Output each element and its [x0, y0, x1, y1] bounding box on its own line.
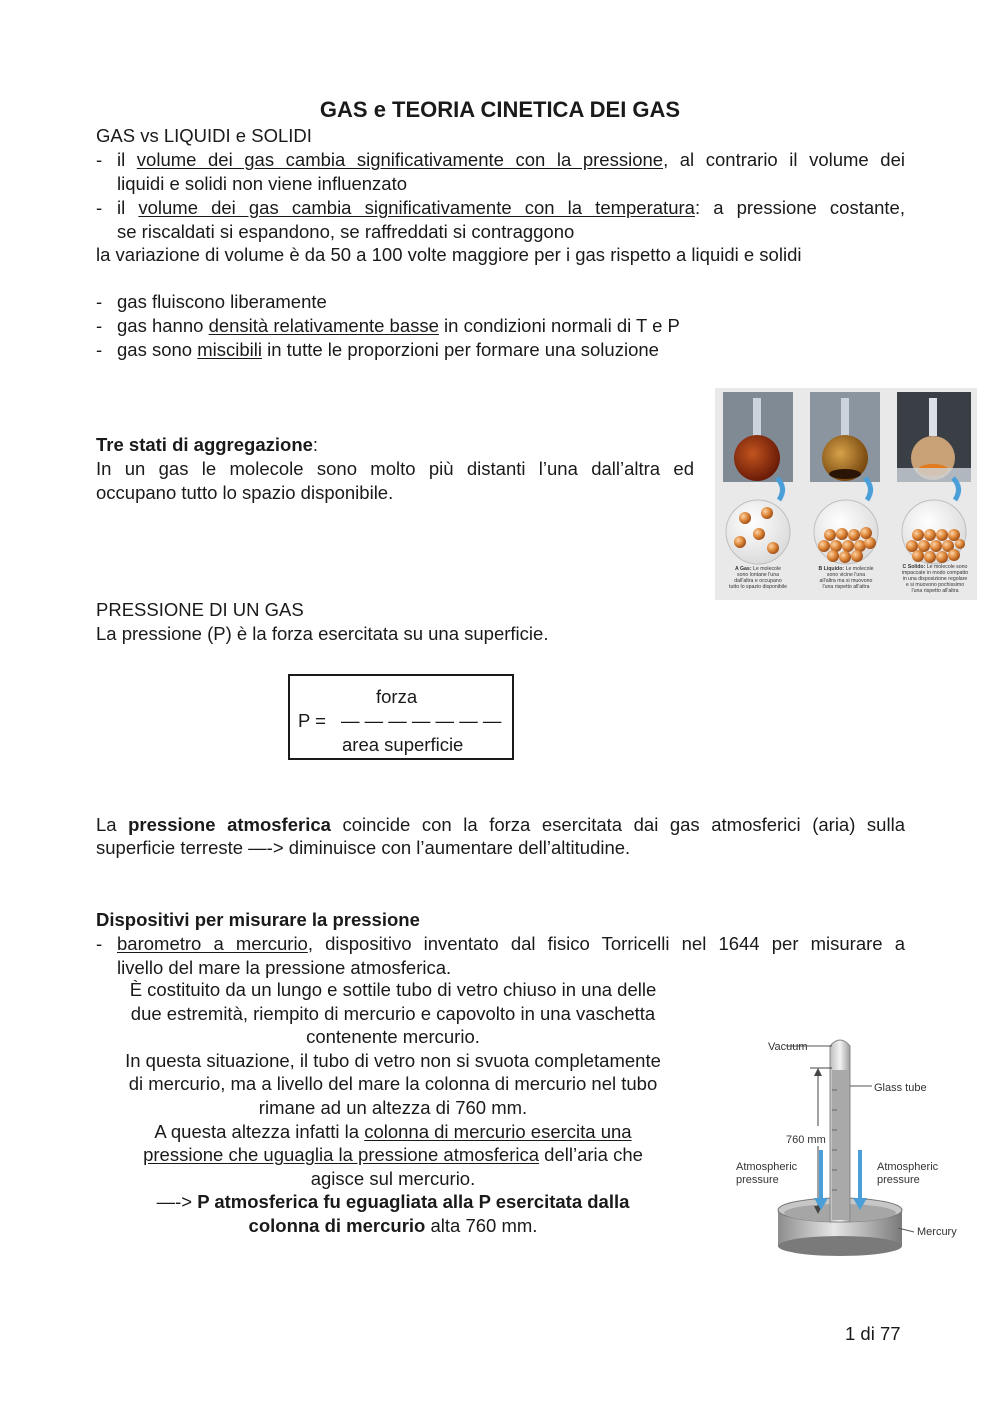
- label-atm-right: Atmospheric: [877, 1161, 939, 1173]
- states-heading: Tre stati di aggregazione:: [96, 434, 319, 455]
- page-title: GAS e TEORIA CINETICA DEI GAS: [319, 97, 681, 122]
- svg-text:sono lontane l'una: sono lontane l'una: [737, 572, 779, 578]
- underlined-text: barometro a mercurio: [117, 933, 308, 954]
- underlined-text: miscibili: [197, 339, 262, 360]
- pressure-arrow-right: [858, 1150, 862, 1200]
- svg-text:sono vicine l'una: sono vicine l'una: [826, 572, 866, 578]
- bullet-dash: -: [96, 149, 103, 170]
- states-of-matter-figure: [715, 388, 977, 600]
- bullet-dash: -: [96, 339, 103, 360]
- svg-text:all'altra ma si muovono: all'altra ma si muovono: [819, 578, 873, 584]
- atmospheric-paragraph: La pressione atmosferica coincide con la forza esercitata dai gas atmosferici (aria) sulla: [96, 814, 905, 835]
- caption-solid-0: C Solido: Le molecole sono: [902, 564, 968, 570]
- mercury-column: [832, 1070, 848, 1220]
- paragraph-note: la variazione di volume è da 50 a 100 volte maggiore per i gas rispetto a liquidi e solidi: [96, 244, 802, 265]
- atmospheric-paragraph-line2: superficie terreste —-> diminuisce con l’aumentare dell’altitudine.: [96, 837, 631, 858]
- svg-text:l'una rispetto all'altra: l'una rispetto all'altra: [822, 584, 870, 590]
- formula-fraction-bar: — — — — — — —: [341, 710, 502, 731]
- label-glass-tube: Glass tube: [874, 1082, 927, 1094]
- bullet-text: gas sono miscibili in tutte le proporzioni per formare una soluzione: [117, 339, 659, 360]
- label-vacuum: Vacuum: [768, 1041, 808, 1053]
- svg-text:l'una rispetto all'altra: l'una rispetto all'altra: [911, 588, 959, 594]
- barometer-description: È costituito da un lungo e sottile tubo di vetro chiuso in una delle due estremità, riempito di mercurio e capovolto in una vaschetta contenente mercurio. In questa situazione, il tubo di vetro non si svuota completamente di mercurio, ma a livello del mare la colonna di mercurio nel tubo rimane ad un altezza di 760 mm. A questa altezza infatti la colonna di mercurio esercita una pressione che uguaglia la pressione atmosferica dell’aria che agisce sul mercurio. —-> P atmosferica fu eguagliata alla P esercitata dalla colonna di mercurio alta 760 mm.: [125, 979, 661, 1236]
- formula-numerator: forza: [376, 686, 418, 707]
- section-heading-gas-vs: GAS vs LIQUIDI e SOLIDI: [96, 125, 312, 146]
- underlined-text: densità relativamente basse: [208, 315, 439, 336]
- label-atm-left: Atmospheric: [736, 1161, 798, 1173]
- bullet-text: gas hanno densità relativamente basse in condizioni normali di T e P: [117, 315, 680, 336]
- label-mercury: Mercury: [917, 1226, 957, 1238]
- svg-text:pressure: pressure: [736, 1174, 779, 1186]
- barometer-diagram: [730, 1030, 970, 1258]
- figure-captions: [729, 564, 968, 594]
- formula-denominator: area superficie: [342, 734, 464, 755]
- bullet-continuation: se riscaldati si espandono, se raffreddati si contraggono: [117, 221, 575, 242]
- caption-liquid-0: B Liquido: Le molecole: [818, 566, 874, 572]
- svg-text:e si muovono pochissimo: e si muovono pochissimo: [905, 582, 965, 588]
- bullet-dash: -: [96, 315, 103, 336]
- svg-text:impaccate in modo compatto: impaccate in modo compatto: [901, 570, 969, 576]
- bullet-text: barometro a mercurio, dispositivo inventato dal fisico Torricelli nel 1644 per misurare a: [117, 933, 905, 954]
- bullet-continuation: livello del mare la pressione atmosferica.: [117, 957, 452, 978]
- svg-text:dall'altra e occupano: dall'altra e occupano: [734, 578, 782, 584]
- arrow-up-icon: [814, 1068, 822, 1076]
- bullet-dash: -: [96, 933, 103, 954]
- svg-text:tutto lo spazio disponibile: tutto lo spazio disponibile: [729, 584, 787, 590]
- solid-molecules: [906, 529, 965, 563]
- bullet-text: il volume dei gas cambia significativamente con la temperatura: a pressione costante,: [117, 197, 905, 218]
- label-760mm: 760 mm: [786, 1134, 826, 1146]
- svg-text:pressure: pressure: [877, 1174, 920, 1186]
- svg-text:in una disposizione regolare: in una disposizione regolare: [902, 576, 968, 582]
- bullet-text: il volume dei gas cambia significativamente con la pressione, al contrario il volume dei: [117, 149, 905, 170]
- flask-gas: [734, 435, 780, 481]
- underlined-text: volume dei gas cambia significativamente con la pressione: [136, 149, 664, 170]
- bullet-dash: -: [96, 291, 103, 312]
- pressure-heading: PRESSIONE DI UN GAS: [96, 599, 304, 620]
- underlined-text: volume dei gas cambia significativamente con la temperatura: [138, 197, 695, 218]
- pressure-arrow-left: [819, 1150, 823, 1200]
- bullet-text: gas fluiscono liberamente: [117, 291, 327, 312]
- pressure-formula-box: [288, 674, 514, 760]
- states-line: occupano tutto lo spazio disponibile.: [96, 482, 394, 503]
- bullet-dash: -: [96, 197, 103, 218]
- caption-gas-0: A Gas: Le molecole: [735, 566, 781, 572]
- states-line: In un gas le molecole sono molto più distanti l’una dall’altra ed: [96, 458, 694, 479]
- pressure-definition: La pressione (P) è la forza esercitata su una superficie.: [96, 623, 549, 644]
- bullet-continuation: liquidi e solidi non viene influenzato: [117, 173, 408, 194]
- page-number: 1 di 77: [845, 1323, 901, 1344]
- formula-lhs: P =: [298, 710, 326, 731]
- devices-heading: Dispositivi per misurare la pressione: [96, 909, 420, 930]
